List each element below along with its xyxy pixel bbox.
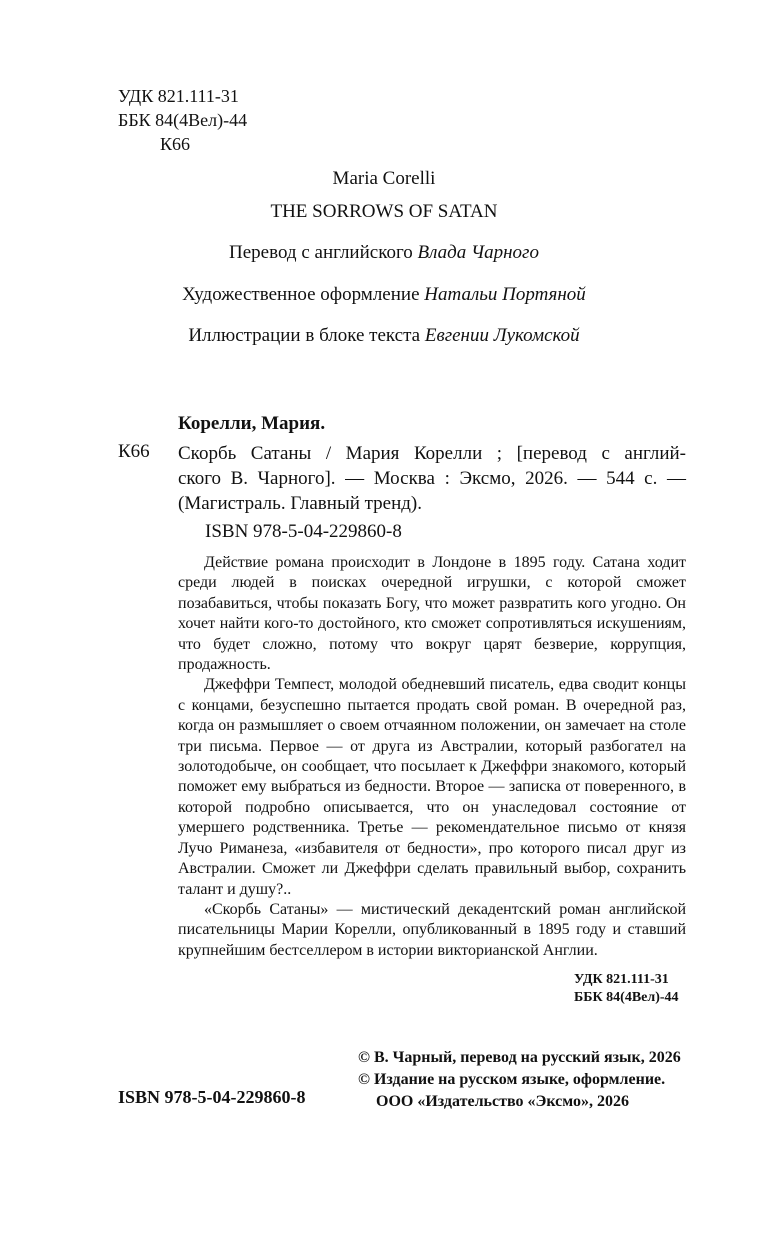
annotation-paragraph: «Скорбь Сатаны» — мистический декадентский роман английской писательницы Марии Корелли, опубликованный в 1895 году и ставший крупнейшим бестселлером в истории викторианской Англии. (178, 900, 686, 959)
illustrator-name: Евгении Лукомской (424, 325, 580, 346)
catalog-description (178, 441, 686, 516)
footer-classification (574, 971, 679, 1007)
footer-isbn: ISBN 978-5-04-229860-8 (118, 1087, 306, 1107)
translator-name: Влада Чарного (417, 242, 539, 263)
design-credit (0, 284, 768, 306)
catalog-author-heading: Корелли, Мария. (178, 413, 326, 434)
catalog-code: К66 (118, 441, 150, 462)
annotation-paragraph: Действие романа происходит в Лондоне в 1895 году. Сатана ходит среди людей в поисках очередной игрушки, с которой сможет позабавиться, чтобы показать Богу, что может развратить кого угодно. Он хочет найти кого-то достойного, кто сможет сопротивляться искушениям, что будет сложно, потому что вокруг царят безверие, коррупция, продажность. (178, 554, 686, 674)
original-author: Maria Corelli (332, 168, 436, 189)
footer-udk: УДК 821.111-31 (574, 972, 669, 987)
catalog-line: (Магистраль. Главный тренд). (178, 493, 423, 514)
classification-codes (118, 84, 247, 156)
translation-credit (0, 242, 768, 264)
original-title: THE SORROWS OF SATAN (270, 201, 498, 222)
catalog-line: Скорбь Сатаны / Мария Корелли ; [перевод с англий- (178, 443, 686, 464)
author-mark: К66 (160, 134, 191, 154)
design-label: Художественное оформление (182, 284, 420, 305)
footer-bbk: ББК 84(4Вел)-44 (574, 990, 679, 1005)
translation-label: Перевод с английского (229, 242, 413, 263)
copyright-publisher: ООО «Издательство «Эксмо», 2026 (376, 1093, 629, 1110)
catalog-line: ского В. Чарного]. — Москва : Эксмо, 2026. — 544 с. — (178, 468, 686, 489)
illustration-credit (0, 325, 768, 347)
bbk-code: ББК 84(4Вел)-44 (118, 110, 248, 130)
copyright-edition: © Издание на русском языке, оформление. (358, 1071, 666, 1088)
annotation-paragraph: Джеффри Темпест, молодой обедневший писатель, едва сводит концы с концами, безуспешно пытается продать свой роман. В очередной раз, когда он размышляет о своем отчаянном положении, он замечает на столе три письма. Первое — от друга из Австралии, который разбогател на золотодобыче, он сообщает, что посылает к Джеффри знакомого, который поможет ему выбраться из бедности. Второе — записка от поверенного, в которой подробно описывается, что он унаследовал состояние от умершего родственника. Третье — рекомендательное письмо от князя Лучо Риманеза, «избавителя от бедности», про которого писал друг из Австралии. Сможет ли Джеффри сделать правильный выбор, сохранить талант и душу?.. (178, 676, 686, 898)
catalog-isbn: ISBN 978-5-04-229860-8 (205, 521, 402, 542)
annotation (178, 553, 686, 961)
udk-code: УДК 821.111-31 (118, 86, 239, 106)
copyright-block (358, 1047, 681, 1113)
copyright-translation: © В. Чарный, перевод на русский язык, 2026 (358, 1049, 681, 1066)
designer-name: Натальи Портяной (424, 284, 586, 305)
illustration-label: Иллюстрации в блоке текста (188, 325, 421, 346)
